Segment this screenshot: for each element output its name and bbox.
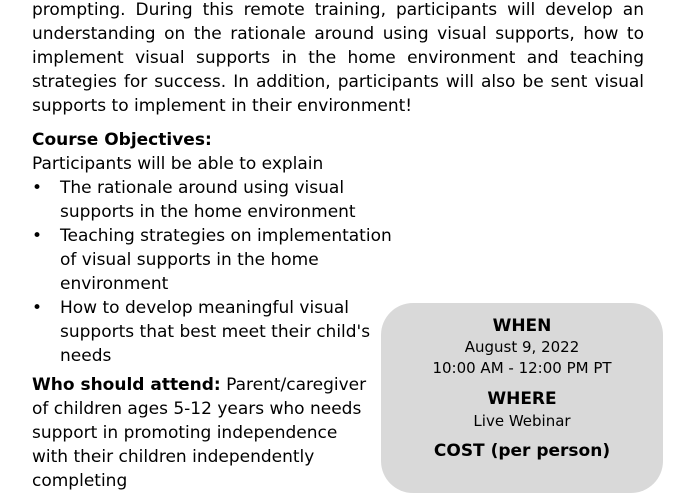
event-date: August 9, 2022 bbox=[464, 338, 580, 356]
course-objectives-heading: Course Objectives: bbox=[32, 130, 212, 150]
objectives-list bbox=[32, 176, 392, 368]
when-heading: WHEN bbox=[492, 316, 552, 336]
objective-text: How to develop meaningful visual supports that best meet their child's needs bbox=[60, 298, 371, 366]
event-info-box bbox=[381, 303, 663, 493]
who-should-attend-label: Who should attend: bbox=[32, 375, 221, 395]
bullet-icon: • bbox=[32, 178, 43, 198]
event-location: Live Webinar bbox=[473, 412, 571, 430]
where-heading: WHERE bbox=[487, 389, 557, 409]
objective-item bbox=[32, 224, 392, 296]
objective-text: The rationale around using visual supports in the home environment bbox=[60, 178, 356, 222]
cost-heading: COST (per person) bbox=[433, 441, 611, 461]
who-should-attend bbox=[32, 373, 377, 493]
objective-item bbox=[32, 176, 392, 224]
intro-paragraph: prompting. During this remote training, participants will develop an understanding on the rationale around using visual supports, how to implement visual supports in the home environment and teaching strategies for success. In addition, participants will also be sent visual supports to implement in their environment! bbox=[32, 0, 644, 116]
objective-item bbox=[32, 296, 392, 368]
who-should-attend-text: Parent/caregiver of children ages 5-12 years who needs support in promoting independence with their children independently completing bbox=[32, 375, 367, 491]
event-time: 10:00 AM - 12:00 PM PT bbox=[432, 359, 612, 377]
objective-text: Teaching strategies on implementation of visual supports in the home environment bbox=[60, 226, 392, 294]
course-objectives-lead: Participants will be able to explain bbox=[32, 154, 324, 174]
bullet-icon: • bbox=[32, 226, 43, 246]
bullet-icon: • bbox=[32, 298, 43, 318]
